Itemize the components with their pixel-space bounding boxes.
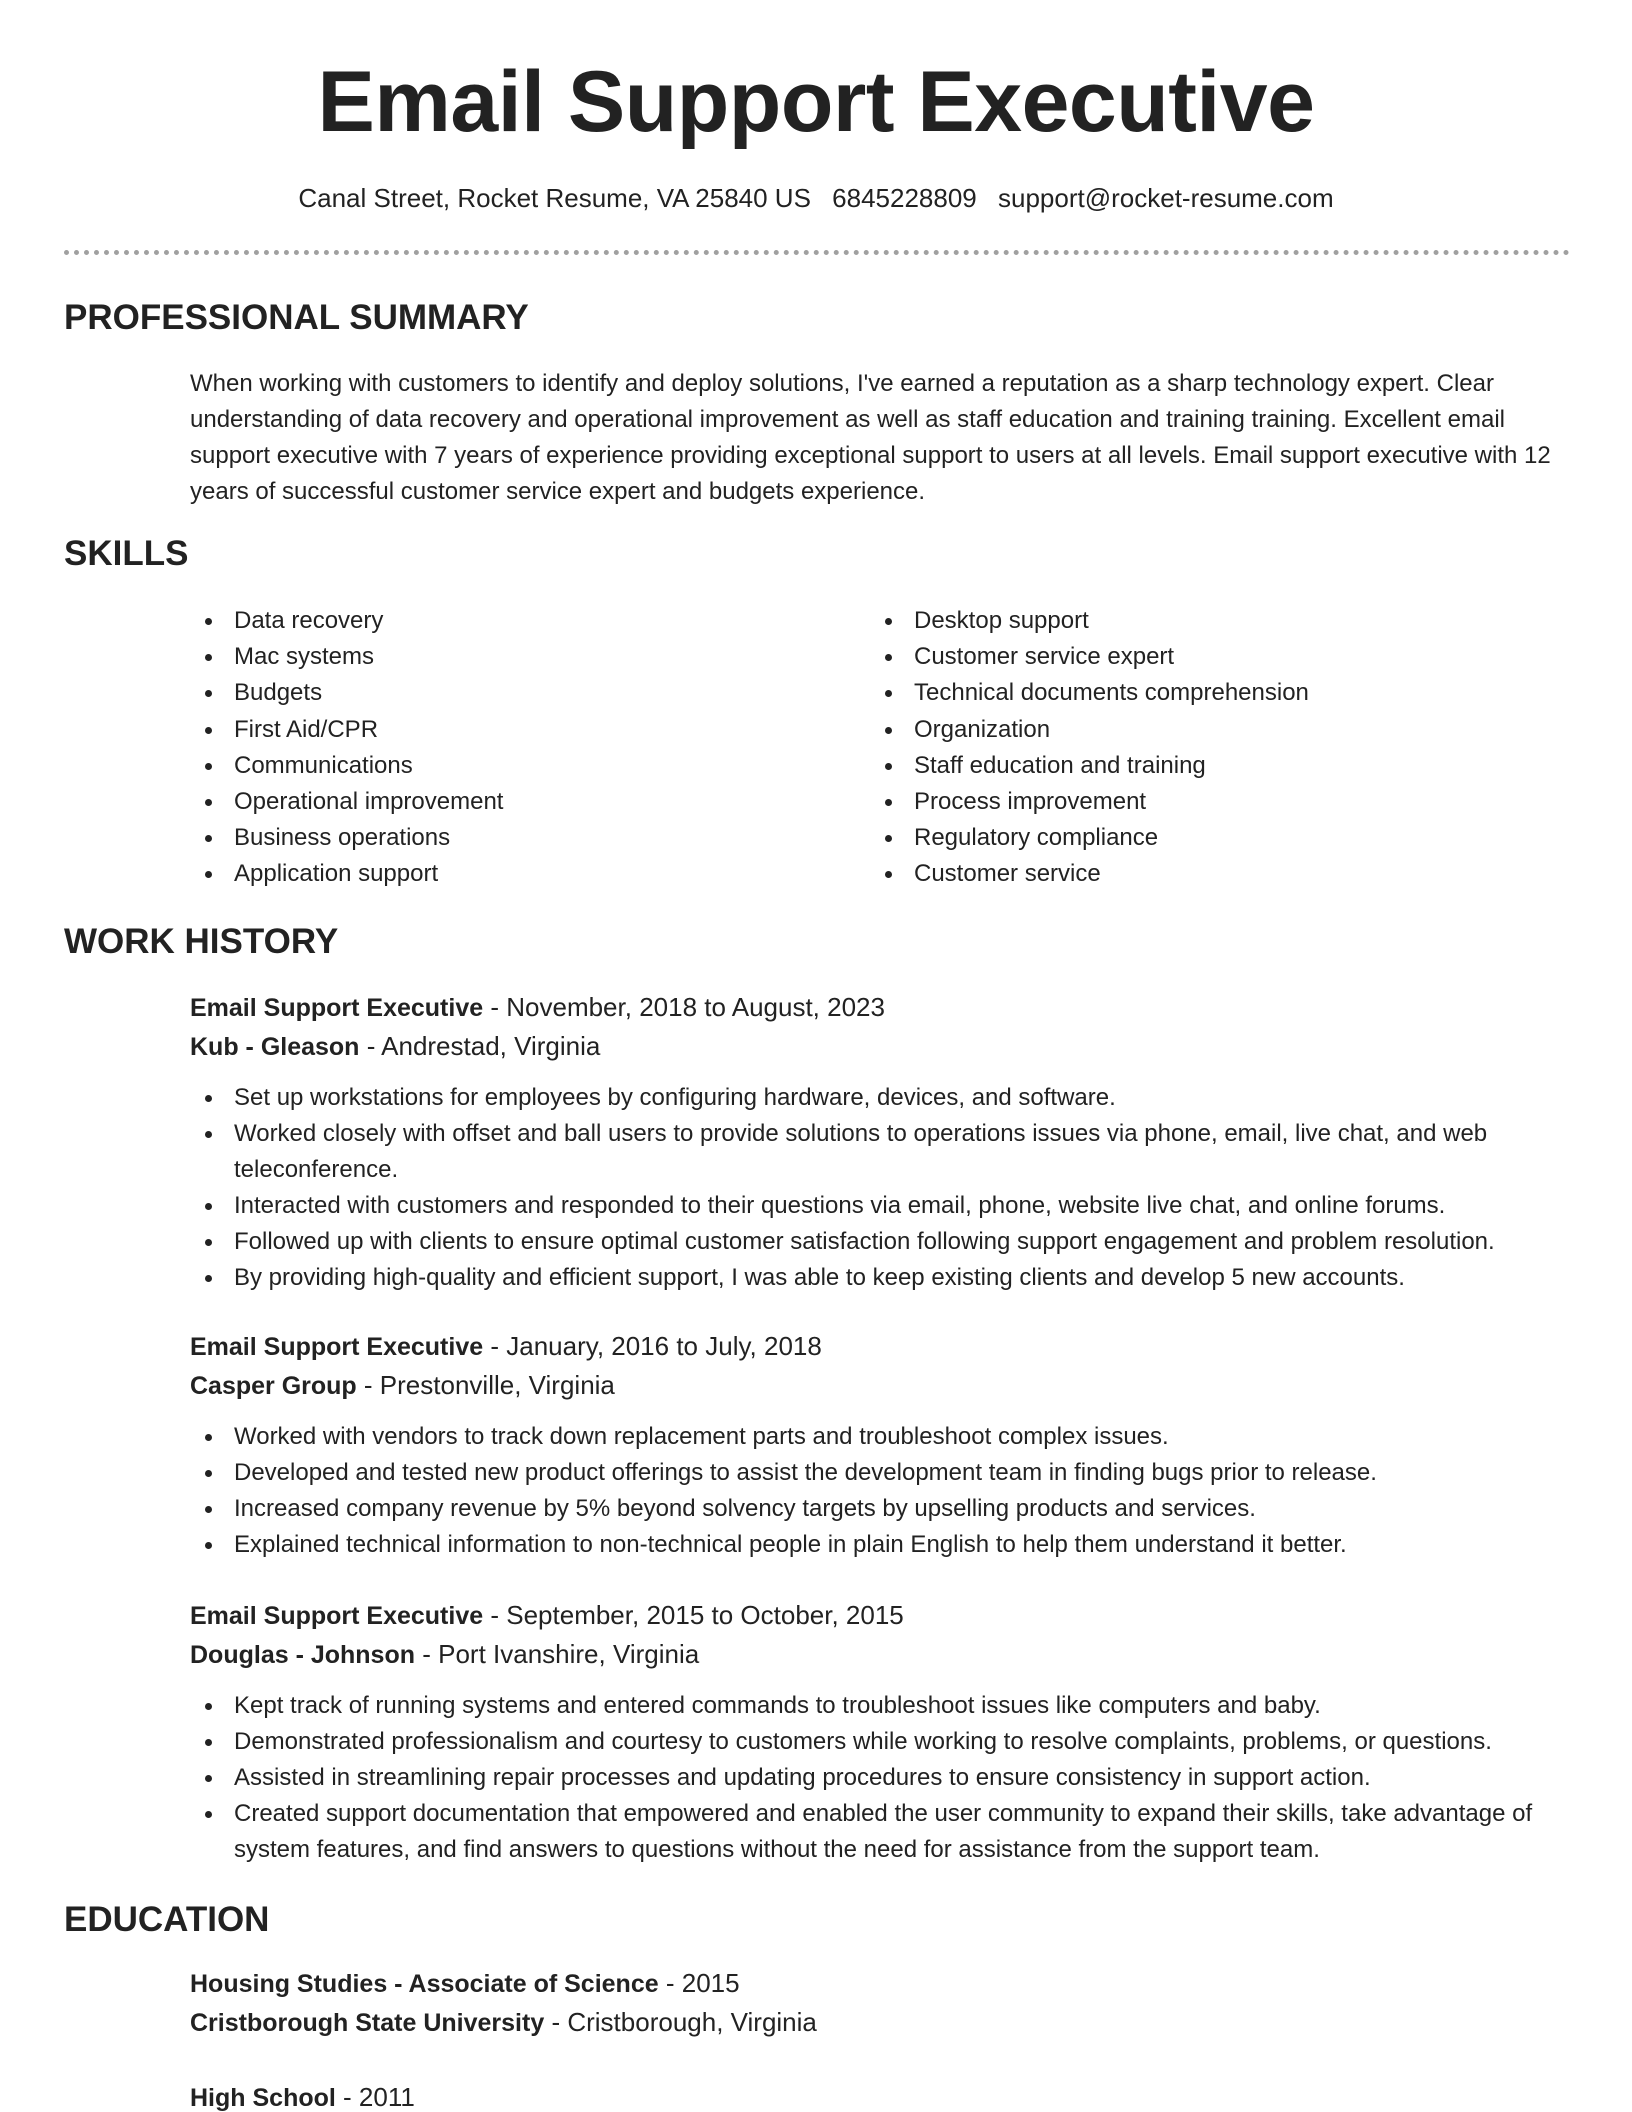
education-school: Cristborough State University <box>190 2009 545 2037</box>
education-degree: High School <box>190 2084 336 2112</box>
job-entry <box>190 988 1570 1296</box>
summary-text: When working with customers to identify and deploy solutions, I've earned a reputation as a sharp technology expert. Clear understanding of data recovery and operational improvement as well as staff education and training training. Excellent email support executive with 7 years of experience providing exceptional support to users at all levels. Email support executive with 12 years of successful customer service expert and budgets experience. <box>190 370 1551 505</box>
skill-item: Organization <box>870 712 1530 748</box>
job-bullet: Increased company revenue by 5% beyond solvency targets by upselling products and services. <box>190 1491 1570 1527</box>
job-bullets <box>190 1080 1570 1296</box>
job-bullet: Created support documentation that empowered and enabled the user community to expand their skills, take advantage of system features, and find answers to questions without the need for assistance from the support team. <box>190 1796 1570 1868</box>
education-entry <box>190 1964 1570 2042</box>
job-bullet: Worked closely with offset and ball users to provide solutions to operations issues via phone, email, live chat, and web teleconference. <box>190 1116 1570 1188</box>
skill-item: Budgets <box>190 675 850 711</box>
job-bullet: Followed up with clients to ensure optimal customer satisfaction following support engagement and problem resolution. <box>190 1224 1570 1260</box>
skill-item: Mac systems <box>190 639 850 675</box>
contact-phone: 6845228809 <box>832 183 977 213</box>
job-dates: - November, 2018 to August, 2023 <box>483 992 885 1022</box>
education-location: - Cristborough, Virginia <box>544 2007 817 2037</box>
job-dates: - September, 2015 to October, 2015 <box>483 1600 904 1630</box>
skills-heading: SKILLS <box>64 534 189 573</box>
skills-list-right <box>870 603 1530 893</box>
job-bullet: Set up workstations for employees by configuring hardware, devices, and software. <box>190 1080 1570 1116</box>
job-bullet: Developed and tested new product offerings to assist the development team in finding bugs prior to release. <box>190 1455 1570 1491</box>
contact-address: Canal Street, Rocket Resume, VA 25840 US <box>298 183 811 213</box>
job-role: Email Support Executive <box>190 1602 484 1630</box>
education-heading: EDUCATION <box>64 1900 270 1939</box>
education-degree: Housing Studies - Associate of Science <box>190 1970 659 1998</box>
job-entry <box>190 1327 1570 1563</box>
job-bullets <box>190 1688 1570 1868</box>
job-bullet: Assisted in streamlining repair processes and updating procedures to ensure consistency in support action. <box>190 1760 1570 1796</box>
job-location: - Port Ivanshire, Virginia <box>415 1639 700 1669</box>
education-degree-line <box>190 2078 1570 2112</box>
job-bullet: Kept track of running systems and entered commands to troubleshoot issues like computers and baby. <box>190 1688 1570 1724</box>
skill-item: First Aid/CPR <box>190 712 850 748</box>
skill-item: Data recovery <box>190 603 850 639</box>
contact-email: support@rocket-resume.com <box>998 183 1334 213</box>
skills-list-left <box>190 603 850 893</box>
summary-heading: PROFESSIONAL SUMMARY <box>64 298 529 337</box>
job-company: Kub - Gleason <box>190 1033 360 1061</box>
job-company: Casper Group <box>190 1372 357 1400</box>
job-bullet: Demonstrated professionalism and courtesy to customers while working to resolve complaints, problems, or questions. <box>190 1724 1570 1760</box>
job-title-line <box>190 1327 1570 1366</box>
job-bullets <box>190 1419 1570 1563</box>
job-location: - Prestonville, Virginia <box>356 1370 615 1400</box>
skill-item: Communications <box>190 748 850 784</box>
job-role: Email Support Executive <box>190 994 484 1022</box>
education-year: - 2011 <box>335 2082 415 2112</box>
education-school-line <box>190 2003 1570 2042</box>
education-year: - 2015 <box>658 1968 740 1998</box>
skill-item: Staff education and training <box>870 748 1530 784</box>
job-entry <box>190 1596 1570 1868</box>
education-entry <box>190 2078 1570 2112</box>
education-degree-line <box>190 1964 1570 2003</box>
header-divider <box>64 250 1570 255</box>
skill-item: Regulatory compliance <box>870 820 1530 856</box>
skill-item: Process improvement <box>870 784 1530 820</box>
candidate-name: Email Support Executive <box>317 54 1315 150</box>
job-company-line <box>190 1027 1570 1066</box>
job-company-line <box>190 1635 1570 1674</box>
job-bullet: Worked with vendors to track down replacement parts and troubleshoot complex issues. <box>190 1419 1570 1455</box>
job-title-line <box>190 988 1570 1027</box>
job-location: - Andrestad, Virginia <box>359 1031 601 1061</box>
job-bullet: By providing high-quality and efficient support, I was able to keep existing clients and develop 5 new accounts. <box>190 1260 1570 1296</box>
job-title-line <box>190 1596 1570 1635</box>
skill-item: Customer service <box>870 856 1530 892</box>
skill-item: Operational improvement <box>190 784 850 820</box>
job-company: Douglas - Johnson <box>190 1641 415 1669</box>
job-company-line <box>190 1366 1570 1405</box>
contact-line <box>0 180 1632 216</box>
skill-item: Application support <box>190 856 850 892</box>
job-dates: - January, 2016 to July, 2018 <box>483 1331 822 1361</box>
skill-item: Desktop support <box>870 603 1530 639</box>
job-role: Email Support Executive <box>190 1333 484 1361</box>
skill-item: Customer service expert <box>870 639 1530 675</box>
skill-item: Business operations <box>190 820 850 856</box>
skill-item: Technical documents comprehension <box>870 675 1530 711</box>
work-history-heading: WORK HISTORY <box>64 922 339 961</box>
job-bullet: Interacted with customers and responded to their questions via email, phone, website live chat, and online forums. <box>190 1188 1570 1224</box>
job-bullet: Explained technical information to non-technical people in plain English to help them understand it better. <box>190 1527 1570 1563</box>
